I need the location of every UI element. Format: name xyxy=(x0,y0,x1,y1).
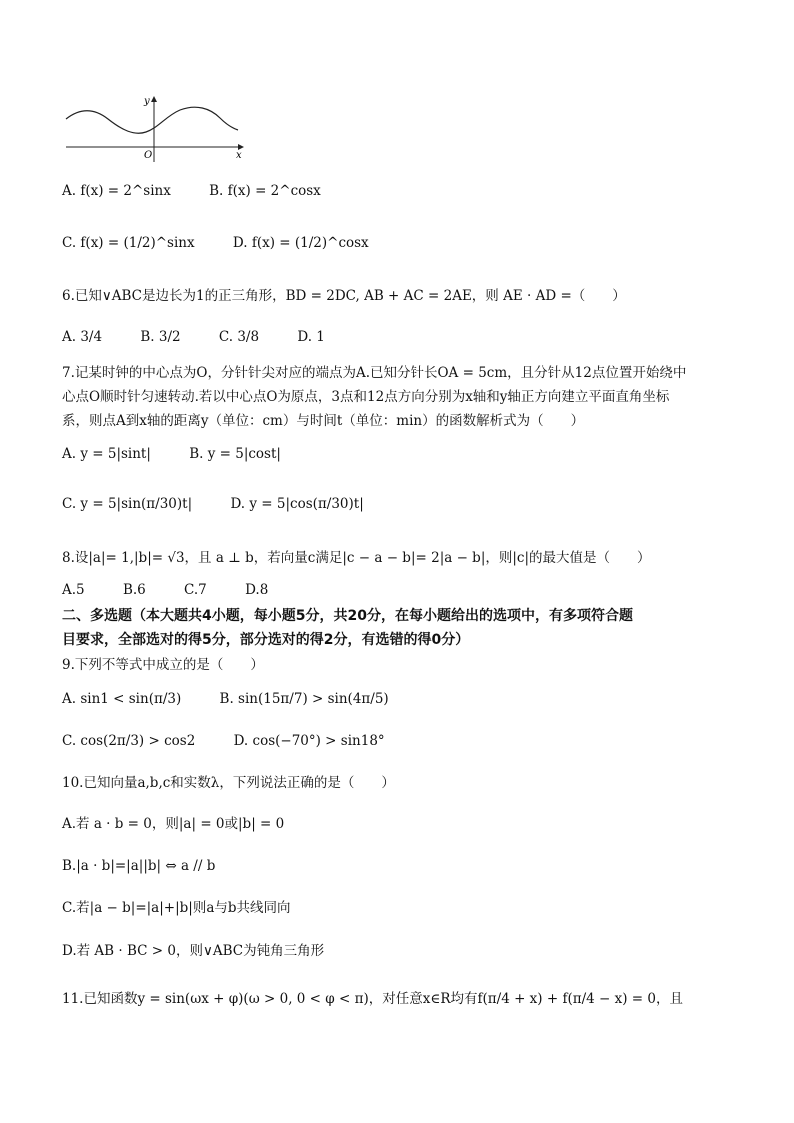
q6-option-b: B. 3/2 xyxy=(140,329,181,345)
q8-options xyxy=(62,580,302,600)
q8-stem: 8.设|a|= 1,|b|= √3，且 a ⊥ b，若向量c满足|c − a − b|= 2|a − b|，则|c|的最大值是（ ） xyxy=(62,550,651,566)
q8-option-c: C.7 xyxy=(184,582,207,598)
q5-option-d: D. f(x) = (1/2)^cosx xyxy=(232,235,369,251)
q7-stem-line-3: 系，则点A到x轴的距离y（单位：cm）与时间t（单位：min）的函数解析式为（ ） xyxy=(62,413,585,429)
q9-options-row-1 xyxy=(62,689,423,709)
q9-options-row-2 xyxy=(62,731,419,751)
q5-option-b: B. f(x) = 2^cosx xyxy=(209,183,321,199)
q9-option-d: D. cos(−70°) > sin18° xyxy=(233,733,385,749)
q8-option-a: A.5 xyxy=(62,582,85,598)
q6-option-c: C. 3/8 xyxy=(218,329,260,345)
q7-option-b: B. y = 5|cost| xyxy=(189,446,281,462)
q11-stem: 11.已知函数y = sin(ωx + φ)(ω > 0, 0 < φ < π)，对任意x∈R均有f(π/4 + x) + f(π/4 − x) = 0，且 xyxy=(62,991,683,1007)
function-graph xyxy=(60,92,250,164)
y-axis-arrow xyxy=(151,96,157,102)
q6-options xyxy=(62,327,359,347)
q10-option-a: A.若 a · b = 0，则|a| = 0或|b| = 0 xyxy=(62,816,285,832)
q5-option-a: A. f(x) = 2^sinx xyxy=(62,183,171,199)
section2-title-line-1: 二、多选题（本大题共4小题，每小题5分，共20分，在每小题给出的选项中，有多项符合题 xyxy=(62,608,633,624)
q7-options-row-1 xyxy=(62,444,315,464)
q10-stem: 10.已知向量a,b,c和实数λ，下列说法正确的是（ ） xyxy=(62,775,395,791)
q6-option-a: A. 3/4 xyxy=(62,329,103,345)
q9-option-c: C. cos(2π/3) > cos2 xyxy=(62,733,196,749)
q7-option-a: A. y = 5|sint| xyxy=(62,446,151,462)
q10-option-c: C.若|a − b|=|a|+|b|则a与b共线同向 xyxy=(62,900,291,916)
q9-option-b: B. sin(15π/7) > sin(4π/5) xyxy=(219,691,389,707)
q6-option-d: D. 1 xyxy=(297,329,325,345)
q9-option-a: A. sin1 < sin(π/3) xyxy=(62,691,182,707)
q8-option-d: D.8 xyxy=(245,582,269,598)
q8-option-b: B.6 xyxy=(122,582,146,598)
section2-title-line-2: 目要求，全部选对的得5分，部分选对的得2分，有选错的得0分） xyxy=(62,632,470,648)
q5-options-row-2 xyxy=(62,233,403,253)
origin-label: O xyxy=(144,150,153,161)
curve xyxy=(66,107,238,133)
q6-stem: 6.已知∨ABC是边长为1的正三角形，BD = 2DC, AB + AC = 2AE，则 AE · AD =（ ） xyxy=(62,288,626,304)
q7-options-row-2 xyxy=(62,494,398,514)
x-axis-label: x xyxy=(236,150,242,161)
q10-option-d: D.若 AB · BC > 0，则∨ABC为钝角三角形 xyxy=(62,943,325,959)
q7-stem-line-2: 心点O顺时针匀速转动.若以中心点O为原点，3点和12点方向分别为x轴和y轴正方向建立平面直角坐标 xyxy=(62,389,670,405)
q7-stem-line-1: 7.记某时钟的中心点为O，分针针尖对应的端点为A.已知分针长OA = 5cm，且分针从12点位置开始绕中 xyxy=(62,365,687,381)
q7-option-c: C. y = 5|sin(π/30)t| xyxy=(62,496,193,512)
q5-option-c: C. f(x) = (1/2)^sinx xyxy=(62,235,195,251)
y-axis-label: y xyxy=(144,96,150,107)
q10-option-b: B.|a · b|=|a||b| ⇔ a // b xyxy=(62,858,216,874)
q5-options-row-1 xyxy=(62,181,355,201)
q7-option-d: D. y = 5|cos(π/30)t| xyxy=(230,496,364,512)
q9-stem: 9.下列不等式中成立的是（ ） xyxy=(62,657,264,673)
